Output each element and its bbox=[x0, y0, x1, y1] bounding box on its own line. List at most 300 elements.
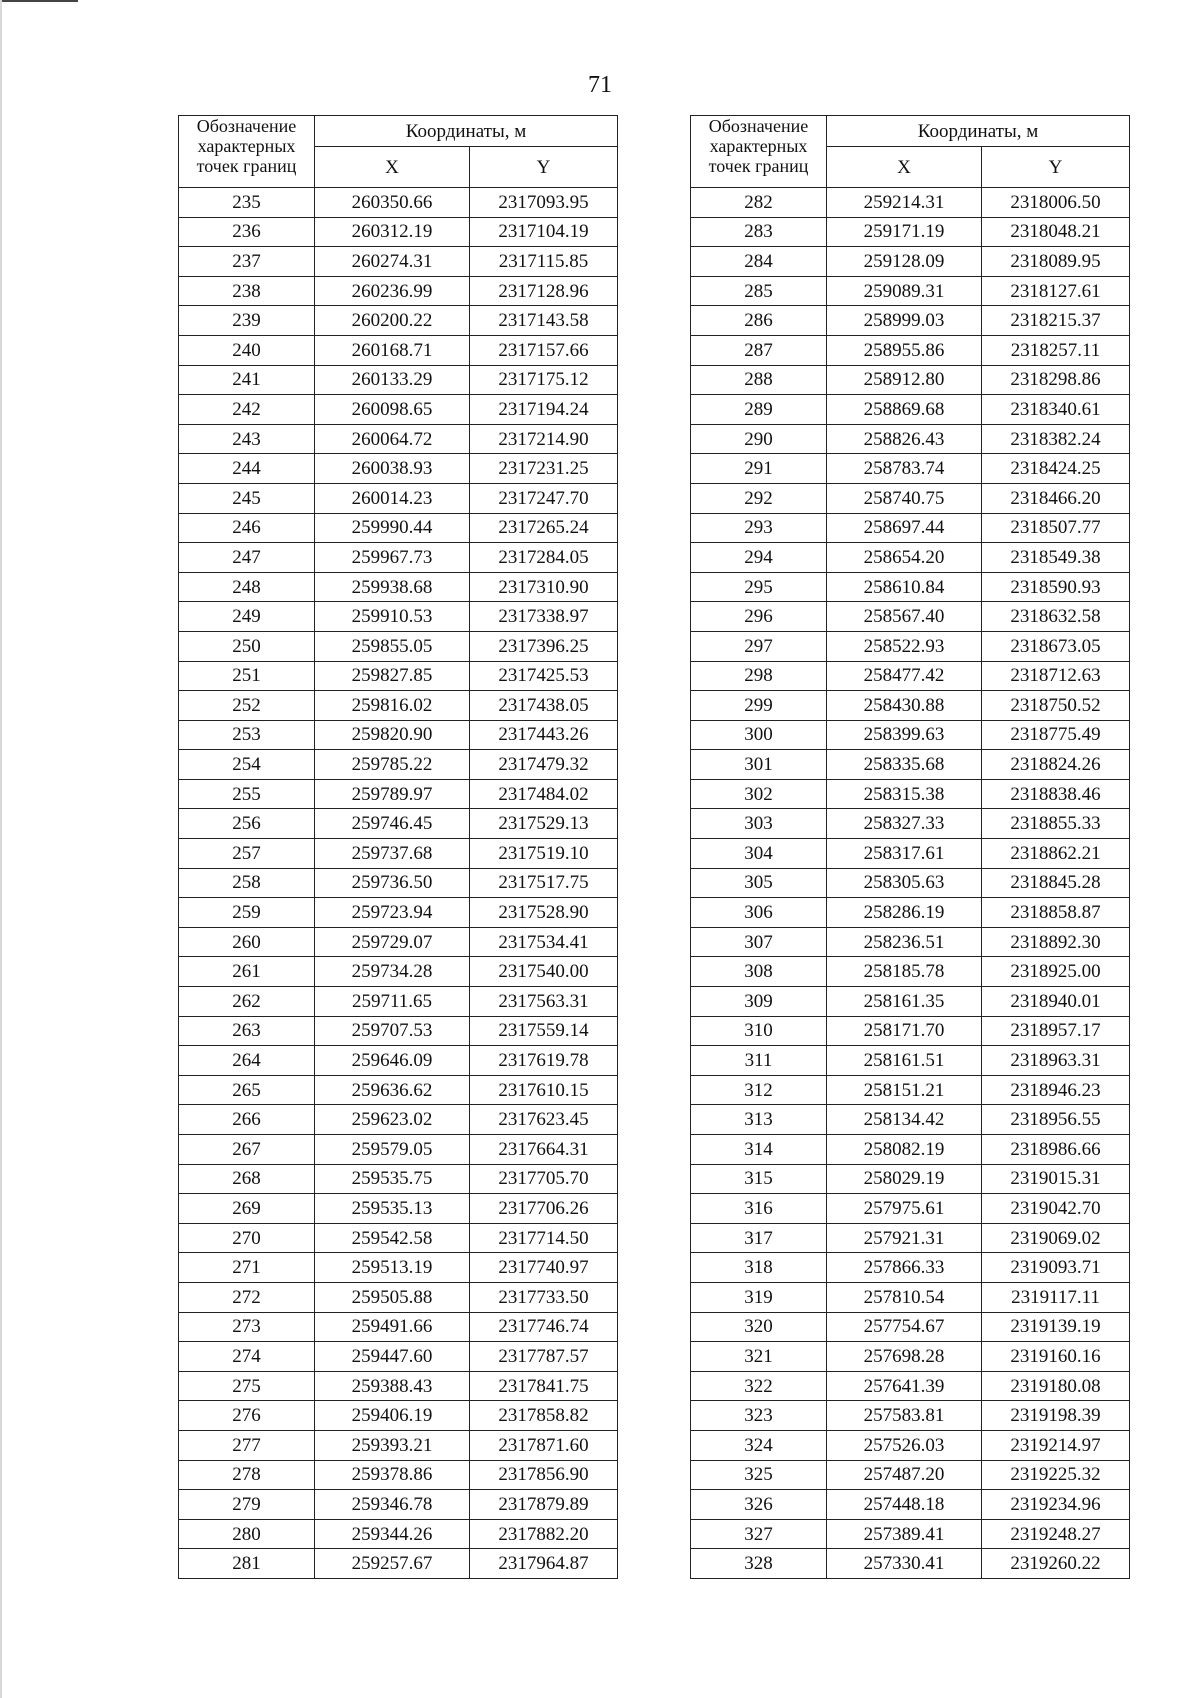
x-coordinate-cell: 258522.93 bbox=[827, 631, 982, 661]
y-coordinate-cell: 2318006.50 bbox=[982, 188, 1130, 218]
y-coordinate-cell: 2318127.61 bbox=[982, 276, 1130, 306]
y-coordinate-cell: 2318382.24 bbox=[982, 424, 1130, 454]
y-coordinate-cell: 2319069.02 bbox=[982, 1223, 1130, 1253]
x-coordinate-cell: 260038.93 bbox=[315, 454, 470, 484]
y-coordinate-cell: 2317194.24 bbox=[470, 395, 618, 425]
x-coordinate-cell: 258161.35 bbox=[827, 987, 982, 1017]
y-coordinate-cell: 2317528.90 bbox=[470, 898, 618, 928]
y-coordinate-cell: 2317841.75 bbox=[470, 1371, 618, 1401]
point-number-cell: 274 bbox=[179, 1342, 315, 1372]
table-row bbox=[179, 1075, 618, 1105]
point-label-header: Обозначение характерных точек границ bbox=[691, 116, 827, 188]
point-number-cell: 290 bbox=[691, 424, 827, 454]
x-column-header: X bbox=[315, 147, 470, 188]
point-number-cell: 286 bbox=[691, 306, 827, 336]
point-number-cell: 267 bbox=[179, 1135, 315, 1165]
page-edge bbox=[0, 0, 2, 1698]
table-row bbox=[179, 661, 618, 691]
point-number-cell: 327 bbox=[691, 1519, 827, 1549]
y-coordinate-cell: 2319093.71 bbox=[982, 1253, 1130, 1283]
point-number-cell: 253 bbox=[179, 720, 315, 750]
table-row bbox=[179, 1430, 618, 1460]
point-number-cell: 262 bbox=[179, 987, 315, 1017]
point-number-cell: 248 bbox=[179, 572, 315, 602]
table-row bbox=[691, 1075, 1130, 1105]
y-coordinate-cell: 2317265.24 bbox=[470, 513, 618, 543]
x-coordinate-cell: 259579.05 bbox=[315, 1135, 470, 1165]
table-row bbox=[179, 365, 618, 395]
x-coordinate-cell: 257698.28 bbox=[827, 1342, 982, 1372]
x-coordinate-cell: 257921.31 bbox=[827, 1223, 982, 1253]
table-row bbox=[691, 957, 1130, 987]
table-row bbox=[179, 1371, 618, 1401]
table-row bbox=[691, 306, 1130, 336]
table-row bbox=[691, 750, 1130, 780]
point-number-cell: 317 bbox=[691, 1223, 827, 1253]
point-number-cell: 324 bbox=[691, 1430, 827, 1460]
x-coordinate-cell: 260098.65 bbox=[315, 395, 470, 425]
point-number-cell: 313 bbox=[691, 1105, 827, 1135]
point-number-cell: 321 bbox=[691, 1342, 827, 1372]
x-coordinate-cell: 259789.97 bbox=[315, 779, 470, 809]
table-row bbox=[179, 868, 618, 898]
y-coordinate-cell: 2317706.26 bbox=[470, 1194, 618, 1224]
x-coordinate-cell: 259746.45 bbox=[315, 809, 470, 839]
point-number-cell: 278 bbox=[179, 1460, 315, 1490]
x-coordinate-cell: 259089.31 bbox=[827, 276, 982, 306]
x-coordinate-cell: 258610.84 bbox=[827, 572, 982, 602]
y-coordinate-cell: 2317143.58 bbox=[470, 306, 618, 336]
y-coordinate-cell: 2318048.21 bbox=[982, 217, 1130, 247]
coordinates-header: Координаты, м bbox=[827, 116, 1130, 147]
x-coordinate-cell: 260133.29 bbox=[315, 365, 470, 395]
table-row bbox=[179, 335, 618, 365]
table-row bbox=[179, 1164, 618, 1194]
y-coordinate-cell: 2317540.00 bbox=[470, 957, 618, 987]
x-coordinate-cell: 259785.22 bbox=[315, 750, 470, 780]
y-coordinate-cell: 2318986.66 bbox=[982, 1135, 1130, 1165]
y-coordinate-cell: 2317338.97 bbox=[470, 602, 618, 632]
point-number-cell: 270 bbox=[179, 1223, 315, 1253]
table-row bbox=[179, 1519, 618, 1549]
point-number-cell: 261 bbox=[179, 957, 315, 987]
point-number-cell: 238 bbox=[179, 276, 315, 306]
point-number-cell: 269 bbox=[179, 1194, 315, 1224]
x-coordinate-cell: 259542.58 bbox=[315, 1223, 470, 1253]
table-row bbox=[691, 927, 1130, 957]
point-number-cell: 289 bbox=[691, 395, 827, 425]
table-row bbox=[179, 543, 618, 573]
x-coordinate-cell: 258317.61 bbox=[827, 839, 982, 869]
y-coordinate-cell: 2318712.63 bbox=[982, 661, 1130, 691]
x-coordinate-cell: 259636.62 bbox=[315, 1075, 470, 1105]
y-coordinate-cell: 2319260.22 bbox=[982, 1549, 1130, 1579]
x-coordinate-cell: 259734.28 bbox=[315, 957, 470, 987]
point-number-cell: 302 bbox=[691, 779, 827, 809]
point-number-cell: 306 bbox=[691, 898, 827, 928]
point-number-cell: 236 bbox=[179, 217, 315, 247]
y-coordinate-cell: 2318957.17 bbox=[982, 1016, 1130, 1046]
y-coordinate-cell: 2317443.26 bbox=[470, 720, 618, 750]
x-coordinate-cell: 258305.63 bbox=[827, 868, 982, 898]
table-row bbox=[691, 247, 1130, 277]
x-coordinate-cell: 258430.88 bbox=[827, 691, 982, 721]
y-coordinate-cell: 2317563.31 bbox=[470, 987, 618, 1017]
y-coordinate-cell: 2317664.31 bbox=[470, 1135, 618, 1165]
y-coordinate-cell: 2318340.61 bbox=[982, 395, 1130, 425]
y-coordinate-cell: 2317733.50 bbox=[470, 1282, 618, 1312]
point-number-cell: 279 bbox=[179, 1490, 315, 1520]
x-coordinate-cell: 259388.43 bbox=[315, 1371, 470, 1401]
x-coordinate-cell: 259406.19 bbox=[315, 1401, 470, 1431]
point-number-cell: 260 bbox=[179, 927, 315, 957]
x-coordinate-cell: 257583.81 bbox=[827, 1401, 982, 1431]
y-coordinate-cell: 2317396.25 bbox=[470, 631, 618, 661]
point-number-cell: 314 bbox=[691, 1135, 827, 1165]
x-coordinate-cell: 257975.61 bbox=[827, 1194, 982, 1224]
x-coordinate-cell: 258327.33 bbox=[827, 809, 982, 839]
point-number-cell: 292 bbox=[691, 483, 827, 513]
point-number-cell: 266 bbox=[179, 1105, 315, 1135]
x-coordinate-cell: 259535.75 bbox=[315, 1164, 470, 1194]
y-coordinate-cell: 2317714.50 bbox=[470, 1223, 618, 1253]
x-coordinate-cell: 259707.53 bbox=[315, 1016, 470, 1046]
point-number-cell: 312 bbox=[691, 1075, 827, 1105]
point-number-cell: 281 bbox=[179, 1549, 315, 1579]
y-coordinate-cell: 2318892.30 bbox=[982, 927, 1130, 957]
y-coordinate-cell: 2318845.28 bbox=[982, 868, 1130, 898]
y-coordinate-cell: 2318750.52 bbox=[982, 691, 1130, 721]
point-number-cell: 295 bbox=[691, 572, 827, 602]
x-coordinate-cell: 259938.68 bbox=[315, 572, 470, 602]
table-row bbox=[179, 424, 618, 454]
x-coordinate-cell: 259990.44 bbox=[315, 513, 470, 543]
point-number-cell: 246 bbox=[179, 513, 315, 543]
x-coordinate-cell: 258082.19 bbox=[827, 1135, 982, 1165]
table-row bbox=[179, 898, 618, 928]
table-row bbox=[691, 424, 1130, 454]
y-coordinate-cell: 2317529.13 bbox=[470, 809, 618, 839]
x-coordinate-cell: 258315.38 bbox=[827, 779, 982, 809]
x-coordinate-cell: 259344.26 bbox=[315, 1519, 470, 1549]
point-number-cell: 310 bbox=[691, 1016, 827, 1046]
table-row bbox=[691, 1490, 1130, 1520]
table-row bbox=[691, 1312, 1130, 1342]
x-coordinate-cell: 257810.54 bbox=[827, 1282, 982, 1312]
point-number-cell: 245 bbox=[179, 483, 315, 513]
y-coordinate-cell: 2317882.20 bbox=[470, 1519, 618, 1549]
table-row bbox=[179, 1016, 618, 1046]
y-coordinate-cell: 2319160.16 bbox=[982, 1342, 1130, 1372]
table-row bbox=[691, 217, 1130, 247]
point-number-cell: 244 bbox=[179, 454, 315, 484]
point-number-cell: 325 bbox=[691, 1460, 827, 1490]
y-coordinate-cell: 2317740.97 bbox=[470, 1253, 618, 1283]
table-row bbox=[691, 1342, 1130, 1372]
coordinates-table-right bbox=[690, 115, 1130, 1579]
x-coordinate-cell: 257526.03 bbox=[827, 1430, 982, 1460]
point-number-cell: 264 bbox=[179, 1046, 315, 1076]
y-coordinate-cell: 2318089.95 bbox=[982, 247, 1130, 277]
point-number-cell: 316 bbox=[691, 1194, 827, 1224]
x-coordinate-cell: 258171.70 bbox=[827, 1016, 982, 1046]
table-row bbox=[691, 1549, 1130, 1579]
y-coordinate-cell: 2319180.08 bbox=[982, 1371, 1130, 1401]
point-label-header: Обозначение характерных точек границ bbox=[179, 116, 315, 188]
point-number-cell: 243 bbox=[179, 424, 315, 454]
table-row bbox=[179, 247, 618, 277]
y-coordinate-cell: 2318775.49 bbox=[982, 720, 1130, 750]
y-coordinate-cell: 2317858.82 bbox=[470, 1401, 618, 1431]
point-number-cell: 280 bbox=[179, 1519, 315, 1549]
y-coordinate-cell: 2318215.37 bbox=[982, 306, 1130, 336]
y-coordinate-cell: 2318963.31 bbox=[982, 1046, 1130, 1076]
point-number-cell: 256 bbox=[179, 809, 315, 839]
x-coordinate-cell: 259346.78 bbox=[315, 1490, 470, 1520]
y-coordinate-cell: 2318946.23 bbox=[982, 1075, 1130, 1105]
y-coordinate-cell: 2318940.01 bbox=[982, 987, 1130, 1017]
point-number-cell: 287 bbox=[691, 335, 827, 365]
table-row bbox=[179, 572, 618, 602]
y-coordinate-cell: 2317619.78 bbox=[470, 1046, 618, 1076]
table-row bbox=[691, 1253, 1130, 1283]
y-coordinate-cell: 2318424.25 bbox=[982, 454, 1130, 484]
x-coordinate-cell: 258955.86 bbox=[827, 335, 982, 365]
table-row bbox=[691, 395, 1130, 425]
x-coordinate-cell: 258567.40 bbox=[827, 602, 982, 632]
y-coordinate-cell: 2317175.12 bbox=[470, 365, 618, 395]
point-number-cell: 319 bbox=[691, 1282, 827, 1312]
y-coordinate-cell: 2318549.38 bbox=[982, 543, 1130, 573]
table-row bbox=[179, 1046, 618, 1076]
point-number-cell: 276 bbox=[179, 1401, 315, 1431]
table-row bbox=[179, 1312, 618, 1342]
table-row bbox=[179, 809, 618, 839]
x-coordinate-cell: 258335.68 bbox=[827, 750, 982, 780]
x-coordinate-cell: 260312.19 bbox=[315, 217, 470, 247]
point-number-cell: 255 bbox=[179, 779, 315, 809]
table-row bbox=[691, 1016, 1130, 1046]
x-coordinate-cell: 259513.19 bbox=[315, 1253, 470, 1283]
point-number-cell: 303 bbox=[691, 809, 827, 839]
point-number-cell: 299 bbox=[691, 691, 827, 721]
x-coordinate-cell: 258236.51 bbox=[827, 927, 982, 957]
table-row bbox=[179, 217, 618, 247]
page-number: 71 bbox=[588, 72, 612, 98]
y-coordinate-cell: 2317479.32 bbox=[470, 750, 618, 780]
x-coordinate-cell: 260274.31 bbox=[315, 247, 470, 277]
x-coordinate-cell: 259737.68 bbox=[315, 839, 470, 869]
point-number-cell: 249 bbox=[179, 602, 315, 632]
point-number-cell: 296 bbox=[691, 602, 827, 632]
y-coordinate-cell: 2318466.20 bbox=[982, 483, 1130, 513]
x-coordinate-cell: 259214.31 bbox=[827, 188, 982, 218]
x-coordinate-cell: 259646.09 bbox=[315, 1046, 470, 1076]
x-coordinate-cell: 259816.02 bbox=[315, 691, 470, 721]
point-number-cell: 242 bbox=[179, 395, 315, 425]
table-row bbox=[691, 1519, 1130, 1549]
point-number-cell: 250 bbox=[179, 631, 315, 661]
y-coordinate-cell: 2317115.85 bbox=[470, 247, 618, 277]
table-row bbox=[179, 691, 618, 721]
point-number-cell: 293 bbox=[691, 513, 827, 543]
point-number-cell: 272 bbox=[179, 1282, 315, 1312]
x-column-header: X bbox=[827, 147, 982, 188]
x-coordinate-cell: 258869.68 bbox=[827, 395, 982, 425]
table-row bbox=[179, 750, 618, 780]
table-row bbox=[691, 335, 1130, 365]
table-row bbox=[179, 957, 618, 987]
table-row bbox=[691, 1460, 1130, 1490]
point-number-cell: 301 bbox=[691, 750, 827, 780]
point-number-cell: 328 bbox=[691, 1549, 827, 1579]
table-row bbox=[179, 276, 618, 306]
y-coordinate-cell: 2317871.60 bbox=[470, 1430, 618, 1460]
y-coordinate-cell: 2319234.96 bbox=[982, 1490, 1130, 1520]
x-coordinate-cell: 259128.09 bbox=[827, 247, 982, 277]
x-coordinate-cell: 259447.60 bbox=[315, 1342, 470, 1372]
point-number-cell: 322 bbox=[691, 1371, 827, 1401]
y-coordinate-cell: 2317310.90 bbox=[470, 572, 618, 602]
table-row bbox=[179, 779, 618, 809]
table-row bbox=[179, 1282, 618, 1312]
x-coordinate-cell: 258399.63 bbox=[827, 720, 982, 750]
table-row bbox=[691, 1105, 1130, 1135]
table-row bbox=[691, 543, 1130, 573]
x-coordinate-cell: 257754.67 bbox=[827, 1312, 982, 1342]
table-row bbox=[691, 602, 1130, 632]
y-coordinate-cell: 2317093.95 bbox=[470, 188, 618, 218]
y-coordinate-cell: 2319225.32 bbox=[982, 1460, 1130, 1490]
table-body-left bbox=[179, 188, 618, 1579]
table-row bbox=[179, 1460, 618, 1490]
x-coordinate-cell: 259378.86 bbox=[315, 1460, 470, 1490]
table-row bbox=[691, 720, 1130, 750]
table-row bbox=[179, 1223, 618, 1253]
y-coordinate-cell: 2317519.10 bbox=[470, 839, 618, 869]
table-row bbox=[691, 188, 1130, 218]
coordinates-table-left bbox=[178, 115, 618, 1579]
x-coordinate-cell: 259535.13 bbox=[315, 1194, 470, 1224]
point-number-cell: 320 bbox=[691, 1312, 827, 1342]
point-number-cell: 285 bbox=[691, 276, 827, 306]
table-row bbox=[691, 1135, 1130, 1165]
x-coordinate-cell: 259967.73 bbox=[315, 543, 470, 573]
x-coordinate-cell: 259257.67 bbox=[315, 1549, 470, 1579]
table-row bbox=[179, 306, 618, 336]
y-coordinate-cell: 2317104.19 bbox=[470, 217, 618, 247]
point-number-cell: 277 bbox=[179, 1430, 315, 1460]
x-coordinate-cell: 259820.90 bbox=[315, 720, 470, 750]
table-row bbox=[179, 987, 618, 1017]
x-coordinate-cell: 259729.07 bbox=[315, 927, 470, 957]
x-coordinate-cell: 257448.18 bbox=[827, 1490, 982, 1520]
table-row bbox=[179, 454, 618, 484]
y-coordinate-cell: 2318838.46 bbox=[982, 779, 1130, 809]
table-row bbox=[691, 1223, 1130, 1253]
x-coordinate-cell: 258826.43 bbox=[827, 424, 982, 454]
point-number-cell: 259 bbox=[179, 898, 315, 928]
y-coordinate-cell: 2319117.11 bbox=[982, 1282, 1130, 1312]
table-row bbox=[691, 454, 1130, 484]
table-row bbox=[691, 691, 1130, 721]
point-number-cell: 308 bbox=[691, 957, 827, 987]
y-coordinate-cell: 2317856.90 bbox=[470, 1460, 618, 1490]
x-coordinate-cell: 258999.03 bbox=[827, 306, 982, 336]
y-coordinate-cell: 2319139.19 bbox=[982, 1312, 1130, 1342]
table-row bbox=[691, 572, 1130, 602]
y-coordinate-cell: 2317438.05 bbox=[470, 691, 618, 721]
y-coordinate-cell: 2317705.70 bbox=[470, 1164, 618, 1194]
y-coordinate-cell: 2318673.05 bbox=[982, 631, 1130, 661]
y-coordinate-cell: 2317284.05 bbox=[470, 543, 618, 573]
point-number-cell: 275 bbox=[179, 1371, 315, 1401]
y-coordinate-cell: 2318298.86 bbox=[982, 365, 1130, 395]
y-coordinate-cell: 2317879.89 bbox=[470, 1490, 618, 1520]
table-row bbox=[179, 1549, 618, 1579]
point-number-cell: 283 bbox=[691, 217, 827, 247]
x-coordinate-cell: 259491.66 bbox=[315, 1312, 470, 1342]
coordinates-header: Координаты, м bbox=[315, 116, 618, 147]
y-coordinate-cell: 2318858.87 bbox=[982, 898, 1130, 928]
y-column-header: Y bbox=[470, 147, 618, 188]
x-coordinate-cell: 259171.19 bbox=[827, 217, 982, 247]
x-coordinate-cell: 258912.80 bbox=[827, 365, 982, 395]
y-coordinate-cell: 2318925.00 bbox=[982, 957, 1130, 987]
table-row bbox=[691, 987, 1130, 1017]
y-coordinate-cell: 2319214.97 bbox=[982, 1430, 1130, 1460]
point-number-cell: 282 bbox=[691, 188, 827, 218]
point-number-cell: 257 bbox=[179, 839, 315, 869]
y-coordinate-cell: 2318257.11 bbox=[982, 335, 1130, 365]
point-number-cell: 298 bbox=[691, 661, 827, 691]
point-number-cell: 315 bbox=[691, 1164, 827, 1194]
point-number-cell: 294 bbox=[691, 543, 827, 573]
y-coordinate-cell: 2318862.21 bbox=[982, 839, 1130, 869]
y-coordinate-cell: 2317610.15 bbox=[470, 1075, 618, 1105]
x-coordinate-cell: 258134.42 bbox=[827, 1105, 982, 1135]
table-row bbox=[691, 661, 1130, 691]
point-number-cell: 326 bbox=[691, 1490, 827, 1520]
table-row bbox=[691, 1371, 1130, 1401]
table-row bbox=[179, 1401, 618, 1431]
x-coordinate-cell: 257330.41 bbox=[827, 1549, 982, 1579]
table-row bbox=[179, 1194, 618, 1224]
table-row bbox=[691, 809, 1130, 839]
table-row bbox=[691, 868, 1130, 898]
y-coordinate-cell: 2317559.14 bbox=[470, 1016, 618, 1046]
x-coordinate-cell: 258029.19 bbox=[827, 1164, 982, 1194]
point-number-cell: 237 bbox=[179, 247, 315, 277]
x-coordinate-cell: 258654.20 bbox=[827, 543, 982, 573]
x-coordinate-cell: 259736.50 bbox=[315, 868, 470, 898]
y-coordinate-cell: 2317425.53 bbox=[470, 661, 618, 691]
y-coordinate-cell: 2317484.02 bbox=[470, 779, 618, 809]
x-coordinate-cell: 258286.19 bbox=[827, 898, 982, 928]
table-row bbox=[179, 927, 618, 957]
y-coordinate-cell: 2318956.55 bbox=[982, 1105, 1130, 1135]
table-row bbox=[691, 1282, 1130, 1312]
point-number-cell: 247 bbox=[179, 543, 315, 573]
point-number-cell: 288 bbox=[691, 365, 827, 395]
x-coordinate-cell: 259910.53 bbox=[315, 602, 470, 632]
point-number-cell: 307 bbox=[691, 927, 827, 957]
x-coordinate-cell: 259711.65 bbox=[315, 987, 470, 1017]
x-coordinate-cell: 259723.94 bbox=[315, 898, 470, 928]
x-coordinate-cell: 257641.39 bbox=[827, 1371, 982, 1401]
point-number-cell: 309 bbox=[691, 987, 827, 1017]
table-row bbox=[691, 779, 1130, 809]
